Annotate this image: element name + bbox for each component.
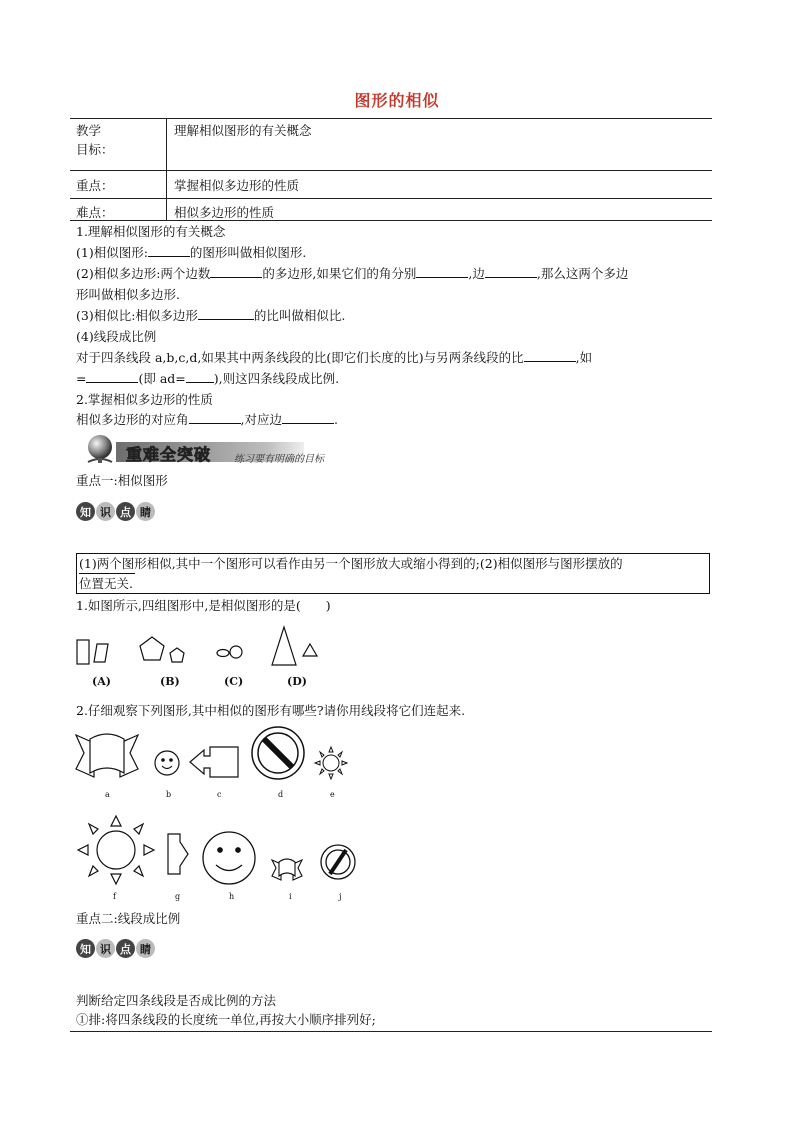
- table-row-value: 掌握相似多边形的性质: [174, 178, 300, 193]
- note-box: [76, 553, 710, 594]
- badge-char: 识: [96, 502, 115, 521]
- focus-heading: 重点二:线段成比例: [76, 911, 181, 926]
- figure-label: a: [105, 790, 110, 799]
- fill-in-line: [76, 412, 338, 428]
- figure-label: f: [113, 892, 116, 901]
- answer-blank[interactable]: [198, 308, 254, 320]
- answer-blank[interactable]: [524, 350, 576, 362]
- badge-char: 知: [76, 939, 95, 958]
- banner-title: 重难全突破: [126, 445, 212, 464]
- text: 的比叫做相似比.: [253, 308, 346, 323]
- table-row-label: 重点：: [76, 178, 114, 193]
- section-heading: 2.掌握相似多边形的性质: [76, 392, 213, 407]
- sun-large-f: [78, 816, 154, 884]
- bottom-rule: [70, 1031, 712, 1032]
- page-title: 图形的相似: [354, 91, 440, 110]
- text: (1)相似图形:: [76, 245, 148, 260]
- figure-label: j: [339, 892, 342, 901]
- answer-blank[interactable]: [148, 245, 190, 257]
- table-row-value: 相似多边形的性质: [174, 205, 275, 220]
- answer-blank[interactable]: [210, 266, 262, 278]
- table-row-label: 难点：: [76, 205, 114, 220]
- text: 对于四条线段 a,b,c,d,如果其中两条线段的比(即它们长度的比)与另两条线段的比: [76, 350, 524, 365]
- badge-char: 点: [116, 939, 135, 958]
- sun-small-e: [315, 747, 347, 779]
- answer-blank[interactable]: [86, 371, 138, 383]
- badge-char: 识: [96, 939, 115, 958]
- method-step: ①排:将四条线段的长度统一单位,再按大小顺序排列好;: [76, 1012, 376, 1027]
- option-label: (B): [160, 675, 180, 688]
- figure-label: b: [166, 790, 172, 799]
- arrow-shape-c: [190, 747, 238, 777]
- banner-shape-a: [76, 734, 138, 777]
- banner-shape-i: [272, 859, 302, 880]
- answer-blank[interactable]: [189, 412, 241, 424]
- q2-figures-row1: [72, 725, 362, 790]
- prohibition-sign-d: [252, 727, 304, 779]
- badge-char: 睛: [136, 502, 155, 521]
- question-1: 1.如图所示,四组图形中,是相似图形的是( ): [76, 598, 331, 613]
- knowledge-badge: [76, 939, 155, 961]
- q1-figures: [72, 622, 332, 672]
- fill-in-line: [76, 371, 339, 387]
- badge-char: 睛: [136, 939, 155, 958]
- fill-in-line: [76, 266, 628, 282]
- badge-char: 知: [76, 502, 95, 521]
- answer-blank[interactable]: [186, 371, 214, 383]
- focus-heading: 重点一:相似图形: [76, 473, 168, 488]
- smiley-large-h: [203, 832, 255, 884]
- option-a-shapes: [77, 640, 108, 664]
- figure-label: e: [330, 790, 335, 799]
- question-2: 2.仔细观察下列图形,其中相似的图形有哪些?请你用线段将它们连起来.: [76, 703, 466, 718]
- text: 相似多边形的对应角: [76, 412, 189, 427]
- fill-in-line: [76, 350, 592, 366]
- prohibition-sign-j: [321, 845, 355, 879]
- method-title: 判断给定四条线段是否成比例的方法: [76, 993, 277, 1008]
- fill-in-line: [76, 308, 345, 324]
- table-row-value: 理解相似图形的有关概念: [174, 123, 312, 138]
- knowledge-badge: [76, 502, 155, 524]
- badge-char: 点: [116, 502, 135, 521]
- option-label: (A): [92, 675, 111, 688]
- banner-slogan: 练习要有明确的目标: [234, 454, 324, 465]
- text: ,对应边: [240, 412, 282, 427]
- text-line: (4)线段成比例: [76, 329, 157, 344]
- text: (3)相似比:相似多边形: [76, 308, 198, 323]
- text: (即 ad=: [138, 371, 186, 386]
- text: ,那么这两个多边: [536, 266, 629, 281]
- text: ,如: [575, 350, 593, 365]
- figure-label: h: [229, 892, 235, 901]
- option-label: (C): [224, 675, 244, 688]
- text: ),则这四条线段成比例.: [213, 371, 340, 386]
- figure-label: c: [217, 790, 222, 799]
- table-column-divider: [166, 118, 167, 220]
- table-border-bottom: [70, 220, 712, 221]
- figure-label: i: [289, 892, 292, 901]
- option-c-shapes: [217, 646, 242, 658]
- option-d-shapes: [272, 627, 317, 665]
- text: 的图形叫做相似图形.: [189, 245, 307, 260]
- text: ,边: [468, 266, 485, 281]
- section-banner: [78, 432, 378, 468]
- note-line: 位置无关.: [79, 573, 135, 593]
- option-label: (D): [287, 675, 307, 688]
- section-heading: 1.理解相似图形的有关概念: [76, 224, 226, 239]
- smiley-small-b: [155, 751, 179, 775]
- text-line: 形叫做相似多边形.: [76, 287, 180, 302]
- arrow-shape-g: [168, 834, 188, 874]
- text: .: [334, 412, 338, 427]
- figure-label: d: [278, 790, 284, 799]
- answer-blank[interactable]: [416, 266, 468, 278]
- answer-blank[interactable]: [485, 266, 537, 278]
- figure-label: g: [175, 892, 181, 901]
- answer-blank[interactable]: [282, 412, 334, 424]
- note-line: (1)两个图形相似,其中一个图形可以看作由另一个图形放大或缩小得到的;(2)相似图形与图形摆放的: [79, 556, 623, 571]
- text: =: [76, 371, 87, 386]
- q2-figures-row2: [72, 812, 372, 892]
- text: (2)相似多边形:两个边数: [76, 266, 211, 281]
- option-b-shapes: [140, 637, 184, 662]
- fill-in-line: [76, 245, 306, 261]
- text: 的多边形,如果它们的角分别: [262, 266, 417, 281]
- table-row-label: 教学 目标：: [76, 123, 114, 157]
